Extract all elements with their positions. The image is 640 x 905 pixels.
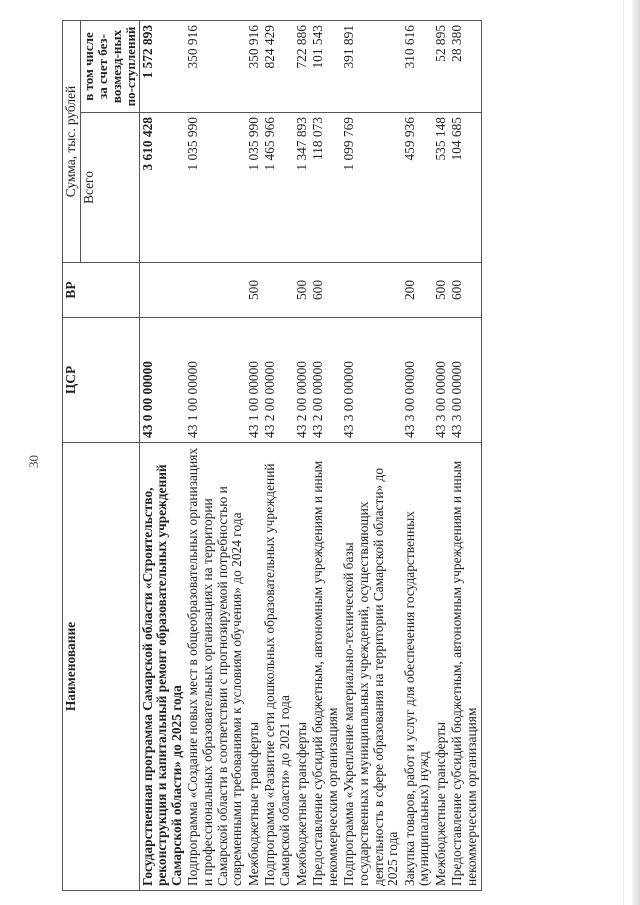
row-total: 1 347 893 bbox=[294, 113, 311, 263]
header-csr: ЦСР bbox=[63, 318, 140, 443]
row-csr: 43 3 00 00000 bbox=[341, 318, 401, 443]
row-total: 535 148 bbox=[433, 113, 450, 263]
header-including: в том числе за счет без-возмезд-ных по-ступлений bbox=[80, 20, 139, 112]
row-grant: 350 916 bbox=[185, 20, 245, 112]
row-name: Подпрограмма «Развитие сети дошкольных образовательных учреждений Самарской области» до 2021 года bbox=[262, 443, 293, 891]
row-grant: 28 380 bbox=[449, 20, 481, 112]
row-vr: 500 bbox=[294, 263, 311, 318]
row-vr bbox=[139, 263, 185, 318]
row-name: Закупка товаров, работ и услуг для обеспечения государственных (муниципальных) нужд bbox=[402, 443, 433, 891]
row-vr bbox=[185, 263, 245, 318]
row-name: Подпрограмма «Укрепление материально-технической базы государственных и муниципальных учреждений, осуществляющих деятельность в сфере образования на территории Самарской области» до 2025 года bbox=[341, 443, 401, 891]
row-csr: 43 2 00 00000 bbox=[262, 318, 293, 443]
table-row bbox=[294, 20, 311, 890]
header-vr: ВР bbox=[63, 263, 140, 318]
table-row bbox=[433, 20, 450, 890]
table-row bbox=[341, 20, 401, 890]
row-grant: 1 572 893 bbox=[139, 20, 185, 112]
row-vr: 600 bbox=[310, 263, 341, 318]
row-grant: 722 886 bbox=[294, 20, 311, 112]
header-amount: Сумма, тыс. рублей bbox=[63, 20, 81, 262]
row-csr: 43 3 00 00000 bbox=[449, 318, 481, 443]
row-grant: 52 895 bbox=[433, 20, 450, 112]
row-csr: 43 3 00 00000 bbox=[433, 318, 450, 443]
row-total: 1 035 990 bbox=[246, 113, 263, 263]
row-vr: 500 bbox=[433, 263, 450, 318]
row-total: 3 610 428 bbox=[139, 113, 185, 263]
row-csr: 43 0 00 00000 bbox=[139, 318, 185, 443]
row-vr bbox=[341, 263, 401, 318]
header-name: Наименование bbox=[63, 443, 140, 891]
row-vr bbox=[262, 263, 293, 318]
table-row bbox=[402, 20, 433, 890]
row-name: Межбюджетные трансферты bbox=[294, 443, 311, 891]
row-vr: 200 bbox=[402, 263, 433, 318]
budget-table bbox=[62, 20, 482, 891]
row-csr: 43 1 00 00000 bbox=[246, 318, 263, 443]
row-total: 459 936 bbox=[402, 113, 433, 263]
table-row bbox=[139, 20, 185, 890]
table-body bbox=[139, 20, 481, 890]
table-row bbox=[246, 20, 263, 890]
table-header-row-1 bbox=[63, 20, 81, 890]
row-total: 104 685 bbox=[449, 113, 481, 263]
row-total: 1 099 769 bbox=[341, 113, 401, 263]
row-csr: 43 2 00 00000 bbox=[310, 318, 341, 443]
row-name: Межбюджетные трансферты bbox=[433, 443, 450, 891]
row-name: Предоставление субсидий бюджетным, автономным учреждениям и иным некоммерческим организациям bbox=[449, 443, 481, 891]
row-grant: 824 429 bbox=[262, 20, 293, 112]
row-name: Государственная программа Самарской области «Строительство, реконструкция и капитальный ремонт образовательных учреждений Самарской области» до 2025 года bbox=[139, 443, 185, 891]
header-total: Всего bbox=[80, 113, 139, 263]
row-total: 1 035 990 bbox=[185, 113, 245, 263]
row-grant: 391 891 bbox=[341, 20, 401, 112]
row-vr: 500 bbox=[246, 263, 263, 318]
row-csr: 43 3 00 00000 bbox=[402, 318, 433, 443]
row-name: Предоставление субсидий бюджетным, автономным учреждениям и иным некоммерческим организациям bbox=[310, 443, 341, 891]
row-name: Межбюджетные трансферты bbox=[246, 443, 263, 891]
table-row bbox=[262, 20, 293, 890]
row-grant: 101 543 bbox=[310, 20, 341, 112]
row-name: Подпрограмма «Создание новых мест в общеобразовательных организациях и профессиональных образовательных организациях на территории Самарской области в соответствии с прогнозируемой потребностью и современными требованиями к условиям обучения» до 2024 года bbox=[185, 443, 245, 891]
row-total: 1 465 966 bbox=[262, 113, 293, 263]
table-row bbox=[449, 20, 481, 890]
row-total: 118 073 bbox=[310, 113, 341, 263]
row-vr: 600 bbox=[449, 263, 481, 318]
page-number: 30 bbox=[26, 455, 41, 468]
row-csr: 43 2 00 00000 bbox=[294, 318, 311, 443]
row-grant: 350 916 bbox=[246, 20, 263, 112]
row-csr: 43 1 00 00000 bbox=[185, 318, 245, 443]
table-row bbox=[185, 20, 245, 890]
row-grant: 310 616 bbox=[402, 20, 433, 112]
table-row bbox=[310, 20, 341, 890]
